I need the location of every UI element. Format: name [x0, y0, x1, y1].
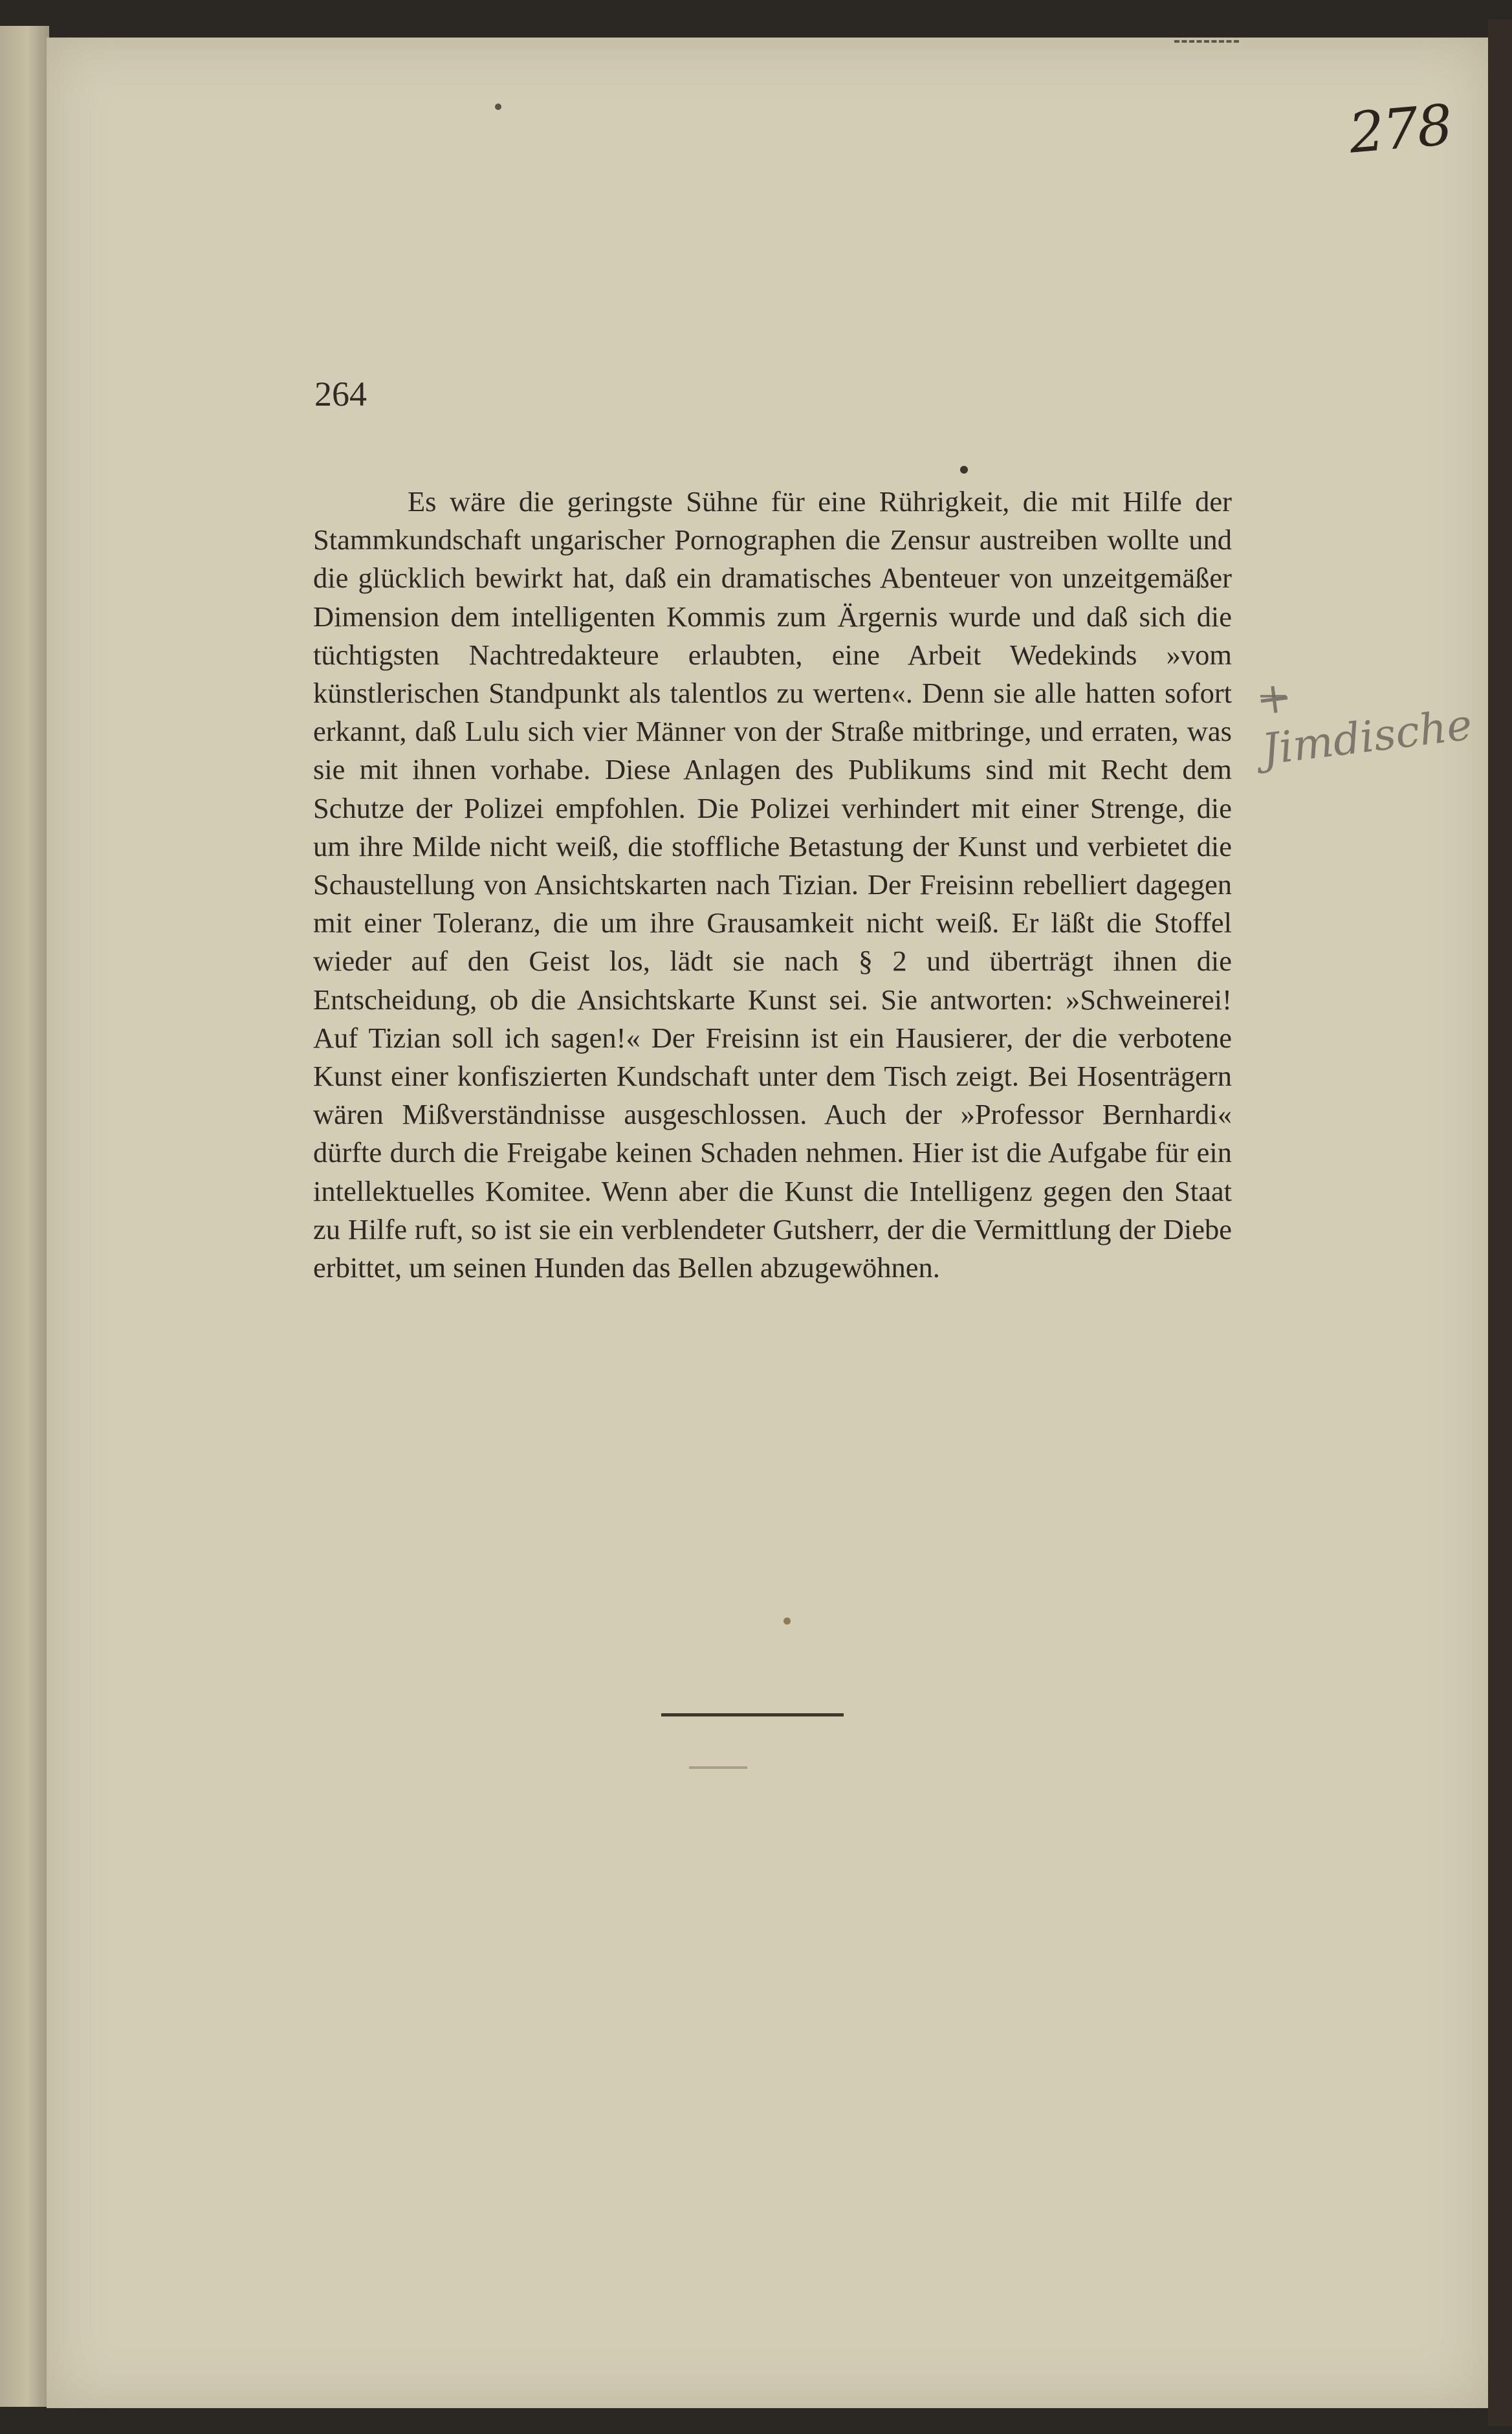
- faint-rule: [689, 1766, 747, 1769]
- closing-rule: [661, 1713, 844, 1716]
- page-number: 264: [314, 375, 367, 413]
- ink-speck-paragraph: [960, 466, 968, 474]
- cropped-top-marks: [1174, 40, 1239, 48]
- previous-page-edge: [0, 26, 49, 2407]
- handwritten-margin-note: + Jimdische: [1253, 671, 1475, 775]
- handwritten-archive-number: 278: [1346, 93, 1454, 166]
- ink-speck-bottom: [783, 1617, 791, 1625]
- binding-shadow-right: [1488, 19, 1512, 2426]
- ink-speck-top: [495, 104, 501, 110]
- body-text: [313, 483, 1232, 1287]
- body-paragraph: Es wäre die geringste Sühne für eine Rührigkeit, die mit Hilfe der Stammkundschaft ungarischer Pornographen die Zensur austreiben wollte und die glücklich bewirkt hat, daß ein dramatisches Abenteuer von unzeitgemäßer Dimension dem intelligenten Kommis zum Ärgernis wurde und daß sich die tüchtigsten Nachtredakteure erlaubten, eine Arbeit Wedekinds »vom künstlerischen Standpunkt als talentlos zu werten«. Denn sie alle hatten sofort erkannt, daß Lulu sich vier Männer von der Straße mitbringe, und erraten, was sie mit ihnen vorhabe. Diese Anlagen des Publikums sind mit Recht dem Schutze der Polizei empfohlen. Die Polizei verhindert mit einer Strenge, die um ihre Milde nicht weiß, die stoffliche Betastung der Kunst und verbietet die Schaustellung von Ansichtskarten nach Tizian. Der Freisinn rebelliert dagegen mit einer Toleranz, die um ihre Grausamkeit nicht weiß. Er läßt die Stoffel wieder auf den Geist los, lädt sie nach § 2 und überträgt ihnen die Entscheidung, ob die Ansichtskarte Kunst sei. Sie antworten: »Schweinerei! Auf Tizian soll ich sagen!« Der Freisinn ist ein Hausierer, der die verbotene Kunst einer konfiszierten Kundschaft unter dem Tisch zeigt. Bei Hosenträgern wären Mißverständnisse ausgeschlossen. Auch der »Professor Bernhardi« dürfte durch die Freigabe keinen Schaden nehmen. Hier ist die Aufgabe für ein intellektuelles Komitee. Wenn aber die Kunst die Intelligenz gegen den Staat zu Hilfe ruft, so ist sie ein verblendeter Gutsherr, der die Vermittlung der Diebe erbittet, um seinen Hunden das Bellen abzugewöhnen.: [313, 485, 1232, 1284]
